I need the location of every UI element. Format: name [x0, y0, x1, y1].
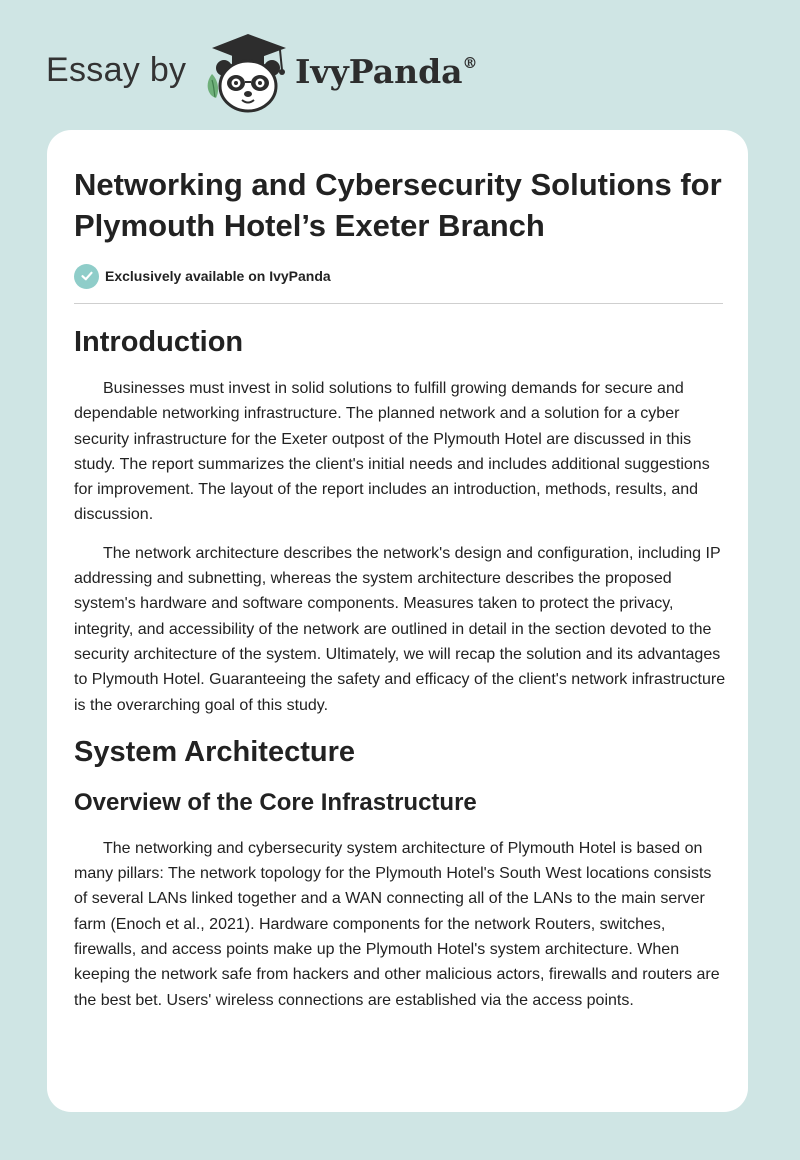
essay-body — [74, 322, 726, 1013]
exclusive-badge — [74, 263, 331, 289]
paragraph: The networking and cybersecurity system architecture of Plymouth Hotel is based on many pillars: The network topology for the Plymouth Hotel's South West locations consists of several LANs linked together and a WAN connecting all of the LANs to the main server farm (Enoch et al., 2021). Hardware components for the network Routers, switches, firewalls, and access points make up the Plymouth Hotel's system architecture. When keeping the network safe from hackers and other malicious actors, firewalls and routers are the best bet. Users' wireless connections are established via the access points. — [74, 839, 720, 1009]
essay-by-label: Essay by — [46, 51, 187, 89]
brand-logo[interactable] — [295, 52, 478, 91]
essay-title: Networking and Cybersecurity Solutions for Plymouth Hotel’s Exeter Branch — [74, 167, 722, 243]
paragraph: Businesses must invest in solid solutions to fulfill growing demands for secure and dependable networking infrastructure. The planned network and a solution for a cyber security infrastructure for the Exeter outpost of the Plymouth Hotel are discussed in this study. The report summarizes the client's initial needs and includes additional suggestions for improvement. The layout of the report includes an introduction, methods, results, and discussion. — [74, 380, 710, 524]
brand-name: IvyPanda — [295, 52, 463, 91]
exclusive-badge-text: Exclusively available on IvyPanda — [105, 268, 331, 284]
heading-core-infrastructure: Overview of the Core Infrastructure — [74, 788, 477, 816]
divider — [74, 303, 723, 304]
essay-card — [47, 130, 748, 1112]
check-icon — [74, 264, 99, 289]
panda-graduate-icon[interactable] — [202, 34, 294, 114]
site-header — [46, 30, 566, 110]
heading-introduction: Introduction — [74, 326, 244, 358]
heading-system-architecture: System Architecture — [74, 735, 355, 768]
paragraph: The network architecture describes the network's design and configuration, including IP addressing and subnetting, whereas the system architecture describes the proposed system's hardware and software components. Measures taken to protect the privacy, integrity, and accessibility of the network are outlined in detail in the section devoted to the security architecture of the system. Ultimately, we will recap the solution and its advantages to Plymouth Hotel. Guaranteeing the safety and efficacy of the client's network infrastructure is the overarching goal of this study. — [74, 544, 726, 714]
registered-mark: ® — [462, 54, 478, 72]
